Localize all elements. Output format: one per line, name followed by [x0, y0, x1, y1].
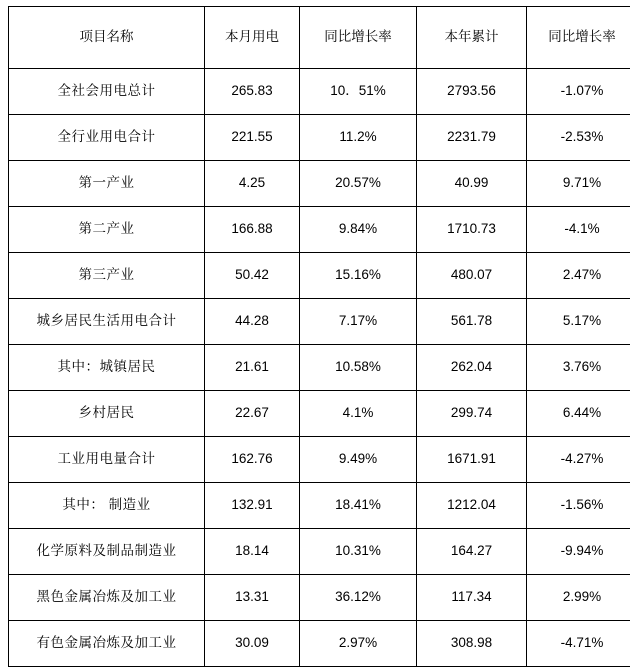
- row-label: 全社会用电总计: [9, 69, 205, 115]
- table-body: [9, 69, 630, 667]
- cell-ytd-total: 40.99: [417, 161, 527, 207]
- cell-ytd-total: 262.04: [417, 345, 527, 391]
- cell-ytd-total: 2231.79: [417, 115, 527, 161]
- row-label: 工业用电量合计: [9, 437, 205, 483]
- cell-ytd-total: 2793.56: [417, 69, 527, 115]
- cell-ytd-total: 1671.91: [417, 437, 527, 483]
- cell-ytd-growth: -2.53%: [527, 115, 630, 161]
- cell-month-growth: 7.17%: [300, 299, 417, 345]
- cell-month-usage: 221.55: [205, 115, 300, 161]
- cell-month-usage: 22.67: [205, 391, 300, 437]
- cell-month-growth: 10．51%: [300, 69, 417, 115]
- cell-month-growth: 9.84%: [300, 207, 417, 253]
- cell-ytd-total: 308.98: [417, 621, 527, 667]
- cell-ytd-total: 1710.73: [417, 207, 527, 253]
- cell-ytd-total: 561.78: [417, 299, 527, 345]
- table-row: [9, 437, 630, 483]
- table-row: [9, 483, 630, 529]
- row-label: 第二产业: [9, 207, 205, 253]
- cell-month-growth: 18.41%: [300, 483, 417, 529]
- row-label: 全行业用电合计: [9, 115, 205, 161]
- row-label: 其中：城镇居民: [9, 345, 205, 391]
- table-row: [9, 345, 630, 391]
- cell-month-growth: 20.57%: [300, 161, 417, 207]
- cell-ytd-total: 299.74: [417, 391, 527, 437]
- column-header-ytd-growth: 同比增长率: [527, 7, 630, 69]
- cell-ytd-growth: -4.71%: [527, 621, 630, 667]
- cell-month-usage: 13.31: [205, 575, 300, 621]
- cell-month-usage: 4.25: [205, 161, 300, 207]
- cell-month-growth: 36.12%: [300, 575, 417, 621]
- row-label: 城乡居民生活用电合计: [9, 299, 205, 345]
- cell-month-usage: 265.83: [205, 69, 300, 115]
- table-header: [9, 7, 630, 69]
- table-row: [9, 391, 630, 437]
- cell-ytd-total: 480.07: [417, 253, 527, 299]
- cell-month-usage: 132.91: [205, 483, 300, 529]
- cell-month-usage: 166.88: [205, 207, 300, 253]
- cell-month-usage: 50.42: [205, 253, 300, 299]
- cell-month-growth: 9.49%: [300, 437, 417, 483]
- cell-month-growth: 15.16%: [300, 253, 417, 299]
- row-label: 第三产业: [9, 253, 205, 299]
- cell-month-growth: 4.1%: [300, 391, 417, 437]
- cell-ytd-growth: -1.56%: [527, 483, 630, 529]
- header-row: [9, 7, 630, 69]
- cell-ytd-total: 117.34: [417, 575, 527, 621]
- column-header-project-name: 项目名称: [9, 7, 205, 69]
- cell-ytd-growth: 2.47%: [527, 253, 630, 299]
- table-row: [9, 161, 630, 207]
- table-row: [9, 207, 630, 253]
- cell-ytd-growth: -9.94%: [527, 529, 630, 575]
- cell-month-growth: 10.58%: [300, 345, 417, 391]
- table-row: [9, 69, 630, 115]
- cell-ytd-total: 1212.04: [417, 483, 527, 529]
- cell-month-usage: 18.14: [205, 529, 300, 575]
- table-row: [9, 529, 630, 575]
- cell-ytd-growth: 5.17%: [527, 299, 630, 345]
- cell-ytd-growth: -1.07%: [527, 69, 630, 115]
- table-row: [9, 299, 630, 345]
- table-row: [9, 253, 630, 299]
- column-header-month-usage: 本月用电: [205, 7, 300, 69]
- cell-month-usage: 30.09: [205, 621, 300, 667]
- cell-ytd-growth: 2.99%: [527, 575, 630, 621]
- cell-month-growth: 10.31%: [300, 529, 417, 575]
- row-label: 乡村居民: [9, 391, 205, 437]
- row-label: 有色金属冶炼及加工业: [9, 621, 205, 667]
- cell-ytd-growth: 9.71%: [527, 161, 630, 207]
- electricity-consumption-table: [8, 6, 630, 667]
- cell-ytd-growth: -4.1%: [527, 207, 630, 253]
- cell-month-growth: 11.2%: [300, 115, 417, 161]
- table-row: [9, 115, 630, 161]
- cell-ytd-growth: 3.76%: [527, 345, 630, 391]
- cell-ytd-growth: 6.44%: [527, 391, 630, 437]
- row-label: 化学原料及制品制造业: [9, 529, 205, 575]
- table-row: [9, 575, 630, 621]
- column-header-month-growth: 同比增长率: [300, 7, 417, 69]
- cell-ytd-growth: -4.27%: [527, 437, 630, 483]
- cell-month-usage: 44.28: [205, 299, 300, 345]
- row-label: 黑色金属冶炼及加工业: [9, 575, 205, 621]
- cell-month-usage: 162.76: [205, 437, 300, 483]
- cell-month-usage: 21.61: [205, 345, 300, 391]
- row-label: 第一产业: [9, 161, 205, 207]
- table-row: [9, 621, 630, 667]
- cell-month-growth: 2.97%: [300, 621, 417, 667]
- row-label: 其中： 制造业: [9, 483, 205, 529]
- cell-ytd-total: 164.27: [417, 529, 527, 575]
- column-header-ytd-total: 本年累计: [417, 7, 527, 69]
